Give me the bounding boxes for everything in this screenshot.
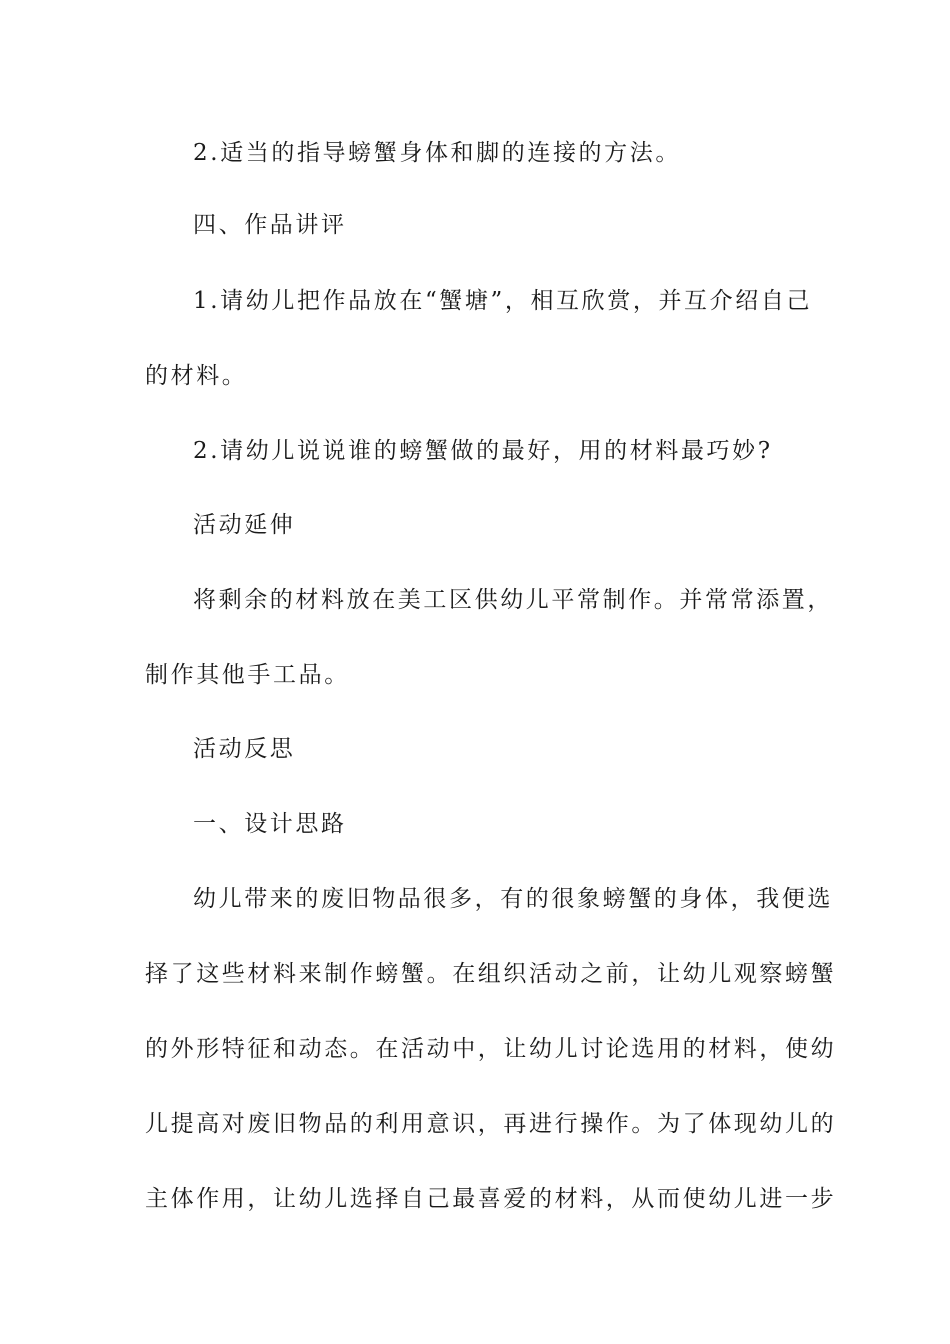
paragraph-design-line-1: 幼儿带来的废旧物品很多，有的很象螃蟹的身体，我便选	[193, 886, 833, 912]
paragraph-step-1-line-2: 的材料。	[145, 363, 248, 389]
paragraph-design-line-4: 儿提高对废旧物品的利用意识，再进行操作。为了体现幼儿的	[145, 1111, 837, 1137]
paragraph-step-2-question: 2.请幼儿说说谁的螃蟹做的最好，用的材料最巧妙?	[193, 438, 773, 464]
section-heading-design-idea: 一、设计思路	[193, 811, 347, 837]
section-heading-activity-reflection: 活动反思	[193, 736, 296, 762]
section-heading-work-review: 四、作品讲评	[193, 212, 347, 238]
section-heading-activity-extension: 活动延伸	[193, 512, 296, 538]
paragraph-step-1-line-1: 1.请幼儿把作品放在“蟹塘”，相互欣赏，并互介绍自己	[193, 288, 813, 314]
paragraph-design-line-5: 主体作用，让幼儿选择自己最喜爱的材料，从而使幼儿进一步	[145, 1186, 837, 1212]
paragraph-design-line-3: 的外形特征和动态。在活动中，让幼儿讨论选用的材料，使幼	[145, 1036, 837, 1062]
paragraph-step-2-guidance: 2.适当的指导螃蟹身体和脚的连接的方法。	[193, 140, 681, 166]
paragraph-extension-line-1: 将剩余的材料放在美工区供幼儿平常制作。并常常添置，	[193, 587, 833, 613]
paragraph-extension-line-2: 制作其他手工品。	[145, 662, 350, 688]
paragraph-design-line-2: 择了这些材料来制作螃蟹。在组织活动之前，让幼儿观察螃蟹	[145, 961, 837, 987]
